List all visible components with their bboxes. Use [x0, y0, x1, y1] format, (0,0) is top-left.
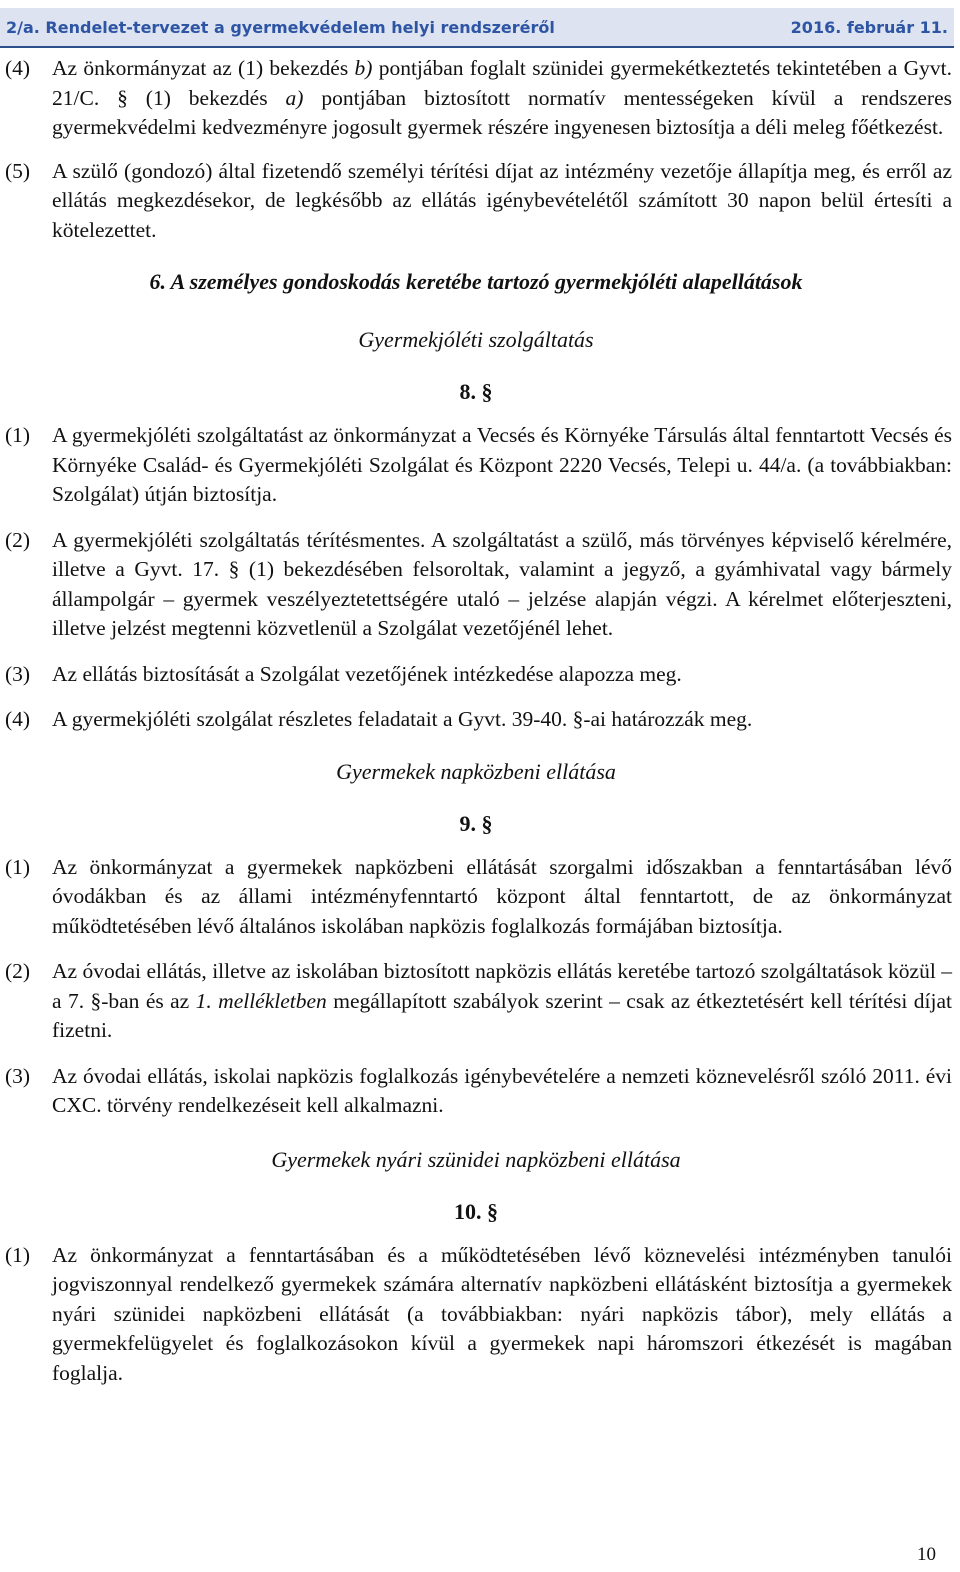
- italic-run: b): [354, 56, 373, 80]
- subsection-heading: Gyermekek nyári szünidei napközbeni ellátása: [271, 1146, 681, 1172]
- paragraph-number: (4): [5, 56, 31, 80]
- text-run: Az önkormányzat az (1) bekezdés: [52, 56, 355, 80]
- paragraph-sign: 8. §: [459, 379, 493, 404]
- paragraph-text: A szülő (gondozó) által fizetendő személyi térítési díjat az intézmény vezetője állapítja meg, és erről az ellátás megkezdésekor, de legkésőbb az ellátás igénybevételétől számított 30 napon belül értesíti a kötelezettet.: [52, 158, 952, 242]
- paragraph-number: (3): [5, 1063, 31, 1088]
- document-header: [0, 8, 954, 48]
- paragraph-9-2: [0, 957, 952, 1046]
- paragraph-text: A gyermekjóléti szolgáltatást az önkormányzat a Vecsés és Környéke Társulás által fenntartott Vecsés és Környéke Család- és Gyermekjóléti Szolgálat és Központ 2220 Vecsés, Telepi u. 44/a. (a továbbiakban: Szolgálat) útján biztosítja.: [52, 423, 952, 506]
- paragraph-number: (2): [5, 959, 31, 983]
- page-number: 10: [917, 1544, 936, 1565]
- paragraph-text: Az ellátás biztosítását a Szolgálat vezetőjének intézkedése alapozza meg.: [52, 661, 682, 686]
- paragraph-text: [52, 54, 952, 143]
- paragraph-8-4: [0, 705, 952, 735]
- paragraph-text: A gyermekjóléti szolgálat részletes feladatait a Gyvt. 39-40. §-ai határozzák meg.: [52, 707, 753, 731]
- paragraph-number: (5): [5, 158, 31, 183]
- paragraph-text: Az önkormányzat a fenntartásában és a működtetésében lévő köznevelési intézményben tanulói jogviszonnyal rendelkező gyermekek számára alternatív napközbeni ellátásként biztosítja a gyermekek nyári szünidei napközbeni ellátását (a továbbiakban: nyári napközis tábor), mely ellátás a gyermekfelügyelet és foglalkozásokon kívül a gyermekek napi háromszori étkezését is magában foglalja.: [52, 1242, 952, 1385]
- paragraph-8-1: [0, 421, 952, 510]
- paragraph-10-1: [0, 1241, 952, 1389]
- text-run: Az óvodai ellátás, illetve az iskolában biztosított napközis ellátás keretébe tartozó szolgáltatások közül – a 7. §-ban és az: [52, 959, 952, 1013]
- paragraph-number: (1): [5, 854, 31, 879]
- header-title: 2/a. Rendelet-tervezet a gyermekvédelem helyi rendszeréről: [6, 18, 555, 37]
- paragraph-text: Az óvodai ellátás, iskolai napközis foglalkozás igénybevételére a nemzeti köznevelésről szóló 2011. évi CXC. törvény rendelkezéseit kell alkalmazni.: [52, 1063, 952, 1117]
- paragraph-text: A gyermekjóléti szolgáltatás térítésmentes. A szolgáltatást a szülő, más törvényes képviselő kérelmére, illetve a Gyvt. 17. § (1) bekezdésében felsoroltak, valamint a jegyző, a gyámhivatal vagy bármely állampolgár – gyermek veszélyeztetettségére utaló – jelzése alapján végzi. A kérelmet előterjeszteni, illetve jelzést megtenni közvetlenül a Szolgálat vezetőjénél lehet.: [52, 527, 952, 640]
- subsection-heading: Gyermekjóléti szolgáltatás: [358, 327, 594, 352]
- paragraph-9-3: [0, 1062, 952, 1121]
- paragraph-5: [0, 157, 952, 246]
- document-body: [0, 54, 952, 1388]
- paragraph-number: (4): [5, 707, 31, 731]
- paragraph-text: Az önkormányzat a gyermekek napközbeni ellátását szorgalmi időszakban a fenntartásában lévő óvodákban és az állami intézményfenntartó központ által fenntartott, de az önkormányzat működtetésében lévő általános iskolában napközis foglalkozás formájában biztosítja.: [52, 854, 952, 938]
- header-date: 2016. február 11.: [790, 18, 948, 37]
- paragraph-8-2: [0, 526, 952, 644]
- paragraph-number: (1): [5, 423, 31, 447]
- paragraph-9-1: [0, 853, 952, 942]
- paragraph-sign: 9. §: [459, 810, 493, 836]
- paragraph-sign: 10. §: [454, 1198, 498, 1224]
- paragraph-text: [52, 957, 952, 1046]
- text-run: megállapított szabályok szerint – csak az étkeztetésért kell térítési díjat fizetni.: [52, 988, 952, 1042]
- section-title: 6. A személyes gondoskodás keretébe tartozó gyermekjóléti alapellátások: [149, 269, 803, 294]
- subsection-heading: Gyermekek napközbeni ellátása: [336, 758, 616, 784]
- italic-run: 1. mellékletben: [195, 988, 327, 1013]
- paragraph-number: (1): [5, 1242, 31, 1267]
- text-run: pontjában biztosított normatív mentességeken kívül a rendszeres gyermekvédelmi kedvezményre jogosult gyermek részére ingyenesen biztosítja a déli meleg főétkezést.: [52, 85, 952, 139]
- paragraph-4: [0, 54, 952, 143]
- paragraph-8-3: [0, 660, 952, 690]
- paragraph-number: (2): [5, 527, 31, 552]
- text-run: pontjában foglalt szünidei gyermekétkeztetés tekintetében a Gyvt. 21/C. § (1) bekezdés: [52, 56, 952, 110]
- paragraph-number: (3): [5, 661, 31, 686]
- italic-run: a): [285, 85, 304, 110]
